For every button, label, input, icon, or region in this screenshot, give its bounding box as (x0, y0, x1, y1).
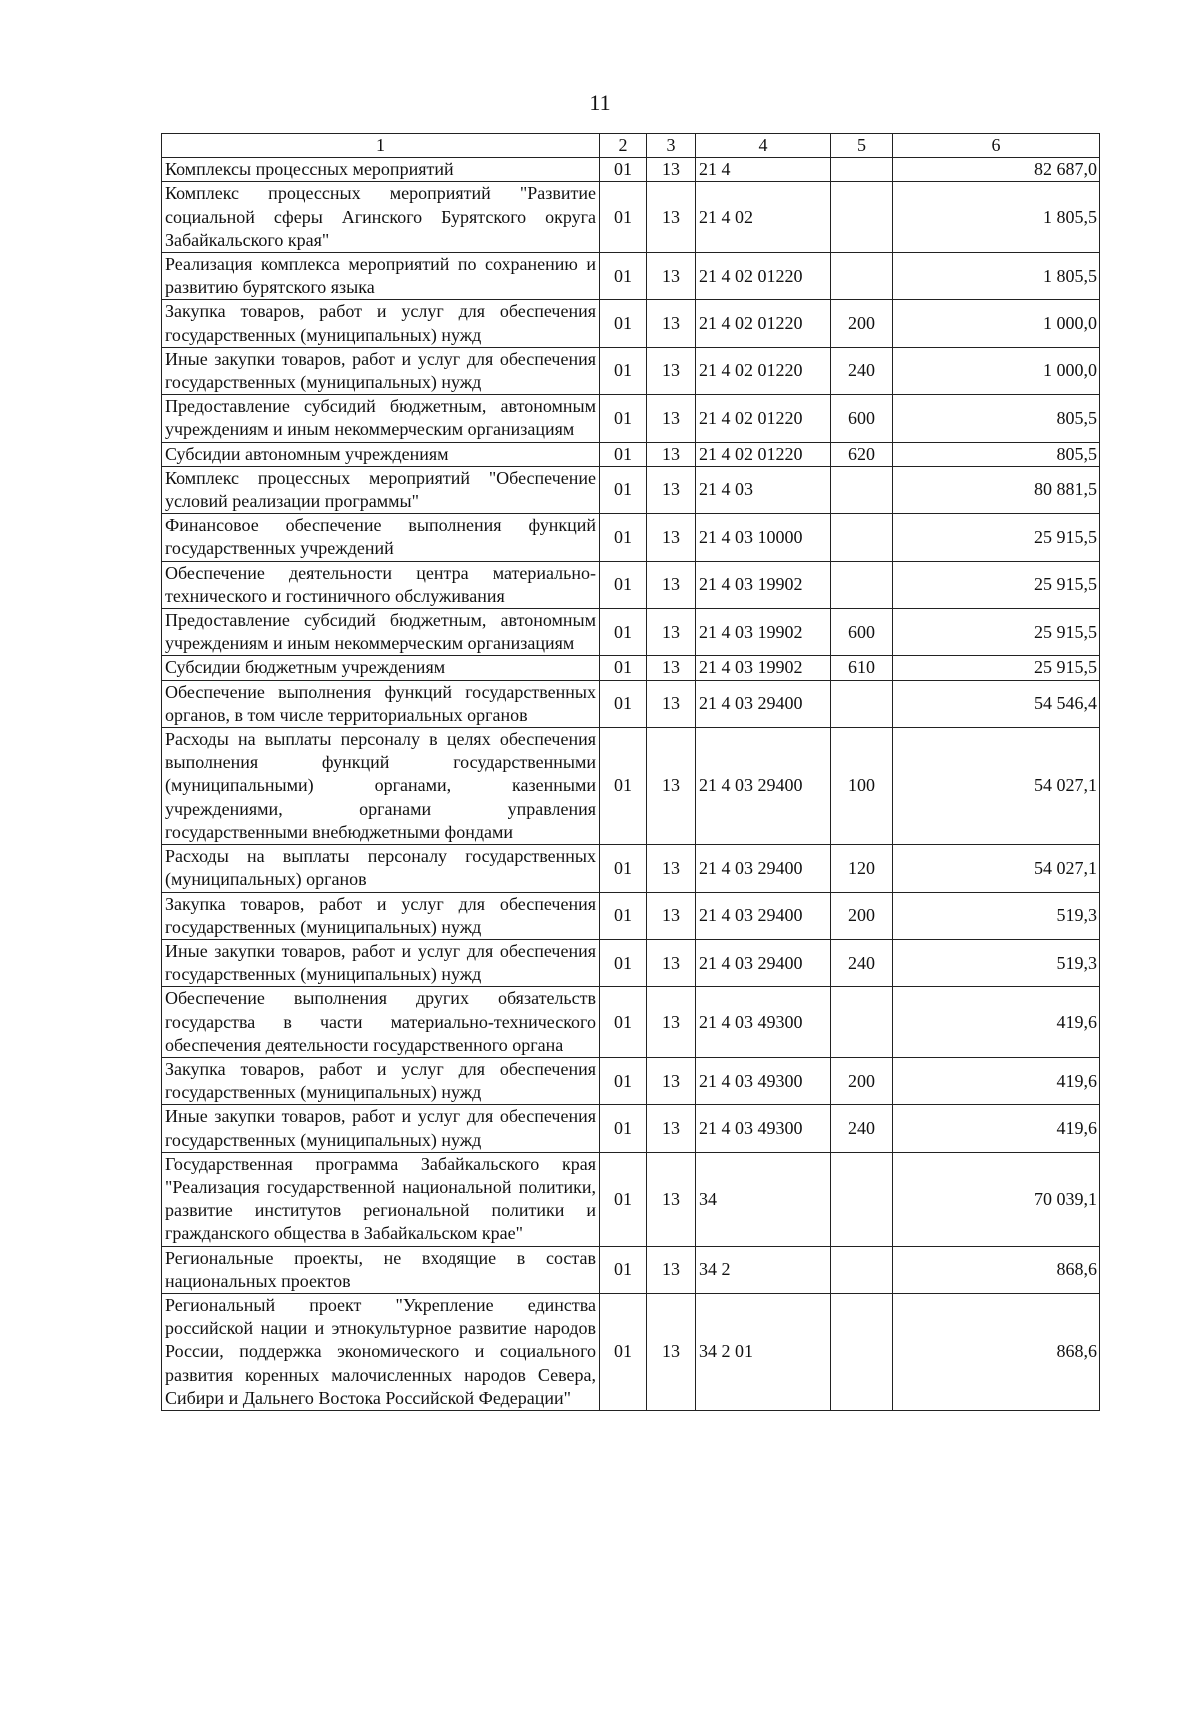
target-article-cell: 21 4 03 29400 (696, 845, 831, 892)
expense-name-cell: Субсидии бюджетным учреждениям (162, 656, 600, 680)
amount-cell: 868,6 (893, 1293, 1100, 1410)
target-article-cell: 21 4 02 01220 (696, 253, 831, 300)
expense-type-cell (831, 1293, 893, 1410)
expense-type-cell (831, 158, 893, 182)
table-row (162, 253, 1100, 300)
expense-type-cell: 240 (831, 939, 893, 986)
expense-name-cell: Расходы на выплаты персоналу в целях обеспечения выполнения функций государственными (муниципальными) органами, казенными учреждениями, органами управления государственными внебюджетными фондами (162, 728, 600, 845)
table-row (162, 680, 1100, 727)
column-header: 5 (831, 134, 893, 158)
target-article-cell: 34 2 01 (696, 1293, 831, 1410)
expense-name-cell: Иные закупки товаров, работ и услуг для обеспечения государственных (муниципальных) нужд (162, 939, 600, 986)
section-code-cell: 01 (600, 395, 647, 442)
expense-type-cell: 600 (831, 395, 893, 442)
expense-type-cell (831, 1152, 893, 1246)
table-row (162, 656, 1100, 680)
subsection-code-cell: 13 (647, 182, 696, 253)
section-code-cell: 01 (600, 892, 647, 939)
amount-cell: 1 805,5 (893, 182, 1100, 253)
expense-name-cell: Комплексы процессных мероприятий (162, 158, 600, 182)
subsection-code-cell: 13 (647, 347, 696, 394)
target-article-cell: 21 4 03 49300 (696, 1105, 831, 1152)
table-row (162, 158, 1100, 182)
amount-cell: 54 546,4 (893, 680, 1100, 727)
expense-name-cell: Комплекс процессных мероприятий "Развитие социальной сферы Агинского Бурятского округа Забайкальского края" (162, 182, 600, 253)
expense-name-cell: Предоставление субсидий бюджетным, автономным учреждениям и иным некоммерческим организациям (162, 395, 600, 442)
section-code-cell: 01 (600, 561, 647, 608)
expense-type-cell: 120 (831, 845, 893, 892)
expense-type-cell (831, 1246, 893, 1293)
table-row (162, 1105, 1100, 1152)
section-code-cell: 01 (600, 1152, 647, 1246)
table-row (162, 987, 1100, 1058)
section-code-cell: 01 (600, 939, 647, 986)
target-article-cell: 34 (696, 1152, 831, 1246)
table-row (162, 1057, 1100, 1104)
amount-cell: 54 027,1 (893, 845, 1100, 892)
table-row (162, 347, 1100, 394)
subsection-code-cell: 13 (647, 939, 696, 986)
page-number: 11 (589, 90, 611, 115)
expense-name-cell: Региональные проекты, не входящие в состав национальных проектов (162, 1246, 600, 1293)
expense-name-cell: Субсидии автономным учреждениям (162, 442, 600, 466)
section-code-cell: 01 (600, 347, 647, 394)
subsection-code-cell: 13 (647, 1057, 696, 1104)
expense-type-cell: 200 (831, 892, 893, 939)
amount-cell: 25 915,5 (893, 561, 1100, 608)
subsection-code-cell: 13 (647, 609, 696, 656)
table-row (162, 609, 1100, 656)
expense-name-cell: Закупка товаров, работ и услуг для обеспечения государственных (муниципальных) нужд (162, 892, 600, 939)
subsection-code-cell: 13 (647, 728, 696, 845)
expense-type-cell: 600 (831, 609, 893, 656)
expense-name-cell: Региональный проект "Укрепление единства российской нации и этнокультурное развитие народов России, поддержка экономического и социального развития коренных малочисленных народов Севера, Сибири и Дальнего Востока Российской Федерации" (162, 1293, 600, 1410)
target-article-cell: 21 4 02 01220 (696, 300, 831, 347)
expense-name-cell: Реализация комплекса мероприятий по сохранению и развитию бурятского языка (162, 253, 600, 300)
expense-type-cell: 200 (831, 1057, 893, 1104)
amount-cell: 1 805,5 (893, 253, 1100, 300)
target-article-cell: 21 4 02 01220 (696, 347, 831, 394)
table-row (162, 300, 1100, 347)
section-code-cell: 01 (600, 1057, 647, 1104)
expense-name-cell: Иные закупки товаров, работ и услуг для обеспечения государственных (муниципальных) нужд (162, 347, 600, 394)
amount-cell: 519,3 (893, 892, 1100, 939)
table-row (162, 561, 1100, 608)
subsection-code-cell: 13 (647, 656, 696, 680)
amount-cell: 1 000,0 (893, 300, 1100, 347)
expense-name-cell: Комплекс процессных мероприятий "Обеспечение условий реализации программы" (162, 466, 600, 513)
target-article-cell: 21 4 02 01220 (696, 442, 831, 466)
subsection-code-cell: 13 (647, 300, 696, 347)
subsection-code-cell: 13 (647, 158, 696, 182)
section-code-cell: 01 (600, 845, 647, 892)
expense-type-cell (831, 561, 893, 608)
section-code-cell: 01 (600, 442, 647, 466)
section-code-cell: 01 (600, 300, 647, 347)
expense-name-cell: Обеспечение выполнения функций государственных органов, в том числе территориальных органов (162, 680, 600, 727)
expense-type-cell: 620 (831, 442, 893, 466)
expense-name-cell: Расходы на выплаты персоналу государственных (муниципальных) органов (162, 845, 600, 892)
subsection-code-cell: 13 (647, 442, 696, 466)
amount-cell: 25 915,5 (893, 609, 1100, 656)
amount-cell: 82 687,0 (893, 158, 1100, 182)
amount-cell: 25 915,5 (893, 656, 1100, 680)
target-article-cell: 21 4 03 19902 (696, 656, 831, 680)
expense-name-cell: Предоставление субсидий бюджетным, автономным учреждениям и иным некоммерческим организациям (162, 609, 600, 656)
target-article-cell: 21 4 03 29400 (696, 892, 831, 939)
amount-cell: 54 027,1 (893, 728, 1100, 845)
expense-name-cell: Обеспечение выполнения других обязательств государства в части материально-технического обеспечения деятельности государственного органа (162, 987, 600, 1058)
table-row (162, 442, 1100, 466)
table-row (162, 892, 1100, 939)
section-code-cell: 01 (600, 182, 647, 253)
target-article-cell: 21 4 02 01220 (696, 395, 831, 442)
expense-type-cell: 610 (831, 656, 893, 680)
section-code-cell: 01 (600, 1105, 647, 1152)
subsection-code-cell: 13 (647, 253, 696, 300)
column-header: 2 (600, 134, 647, 158)
subsection-code-cell: 13 (647, 561, 696, 608)
expense-type-cell: 100 (831, 728, 893, 845)
expense-type-cell: 240 (831, 347, 893, 394)
target-article-cell: 21 4 (696, 158, 831, 182)
target-article-cell: 21 4 03 49300 (696, 1057, 831, 1104)
subsection-code-cell: 13 (647, 466, 696, 513)
table-row (162, 1246, 1100, 1293)
table-body (162, 158, 1100, 1411)
subsection-code-cell: 13 (647, 1105, 696, 1152)
section-code-cell: 01 (600, 466, 647, 513)
section-code-cell: 01 (600, 987, 647, 1058)
table-row (162, 514, 1100, 561)
column-header: 4 (696, 134, 831, 158)
subsection-code-cell: 13 (647, 395, 696, 442)
expense-type-cell (831, 987, 893, 1058)
target-article-cell: 21 4 03 29400 (696, 939, 831, 986)
subsection-code-cell: 13 (647, 892, 696, 939)
amount-cell: 805,5 (893, 395, 1100, 442)
section-code-cell: 01 (600, 609, 647, 656)
target-article-cell: 21 4 03 19902 (696, 561, 831, 608)
expense-name-cell: Обеспечение деятельности центра материально-технического и гостиничного обслуживания (162, 561, 600, 608)
subsection-code-cell: 13 (647, 1293, 696, 1410)
target-article-cell: 21 4 03 29400 (696, 680, 831, 727)
table-row (162, 728, 1100, 845)
expense-name-cell: Закупка товаров, работ и услуг для обеспечения государственных (муниципальных) нужд (162, 1057, 600, 1104)
amount-cell: 70 039,1 (893, 1152, 1100, 1246)
subsection-code-cell: 13 (647, 987, 696, 1058)
table-row (162, 1152, 1100, 1246)
target-article-cell: 21 4 03 29400 (696, 728, 831, 845)
section-code-cell: 01 (600, 680, 647, 727)
subsection-code-cell: 13 (647, 1152, 696, 1246)
column-header: 6 (893, 134, 1100, 158)
expense-type-cell (831, 466, 893, 513)
table-row (162, 395, 1100, 442)
target-article-cell: 21 4 03 49300 (696, 987, 831, 1058)
target-article-cell: 21 4 03 10000 (696, 514, 831, 561)
expense-type-cell (831, 514, 893, 561)
expense-type-cell: 200 (831, 300, 893, 347)
section-code-cell: 01 (600, 253, 647, 300)
expense-type-cell: 240 (831, 1105, 893, 1152)
section-code-cell: 01 (600, 656, 647, 680)
subsection-code-cell: 13 (647, 514, 696, 561)
table-row (162, 182, 1100, 253)
subsection-code-cell: 13 (647, 1246, 696, 1293)
expense-type-cell (831, 680, 893, 727)
expense-name-cell: Финансовое обеспечение выполнения функций государственных учреждений (162, 514, 600, 561)
section-code-cell: 01 (600, 158, 647, 182)
table-row (162, 1293, 1100, 1410)
section-code-cell: 01 (600, 1293, 647, 1410)
table-header-row (162, 134, 1100, 158)
target-article-cell: 34 2 (696, 1246, 831, 1293)
column-header: 3 (647, 134, 696, 158)
table-row (162, 939, 1100, 986)
expense-type-cell (831, 182, 893, 253)
amount-cell: 519,3 (893, 939, 1100, 986)
table-row (162, 466, 1100, 513)
table-row (162, 845, 1100, 892)
budget-table (161, 133, 1100, 1411)
amount-cell: 1 000,0 (893, 347, 1100, 394)
amount-cell: 80 881,5 (893, 466, 1100, 513)
expense-name-cell: Государственная программа Забайкальского края "Реализация государственной национальной политики, развитие институтов региональной политики и гражданского общества в Забайкальском крае" (162, 1152, 600, 1246)
section-code-cell: 01 (600, 1246, 647, 1293)
target-article-cell: 21 4 03 (696, 466, 831, 513)
target-article-cell: 21 4 03 19902 (696, 609, 831, 656)
target-article-cell: 21 4 02 (696, 182, 831, 253)
amount-cell: 868,6 (893, 1246, 1100, 1293)
amount-cell: 805,5 (893, 442, 1100, 466)
expense-name-cell: Закупка товаров, работ и услуг для обеспечения государственных (муниципальных) нужд (162, 300, 600, 347)
expense-type-cell (831, 253, 893, 300)
subsection-code-cell: 13 (647, 845, 696, 892)
section-code-cell: 01 (600, 728, 647, 845)
amount-cell: 419,6 (893, 1105, 1100, 1152)
amount-cell: 419,6 (893, 1057, 1100, 1104)
column-header: 1 (162, 134, 600, 158)
expense-name-cell: Иные закупки товаров, работ и услуг для обеспечения государственных (муниципальных) нужд (162, 1105, 600, 1152)
amount-cell: 25 915,5 (893, 514, 1100, 561)
subsection-code-cell: 13 (647, 680, 696, 727)
section-code-cell: 01 (600, 514, 647, 561)
amount-cell: 419,6 (893, 987, 1100, 1058)
